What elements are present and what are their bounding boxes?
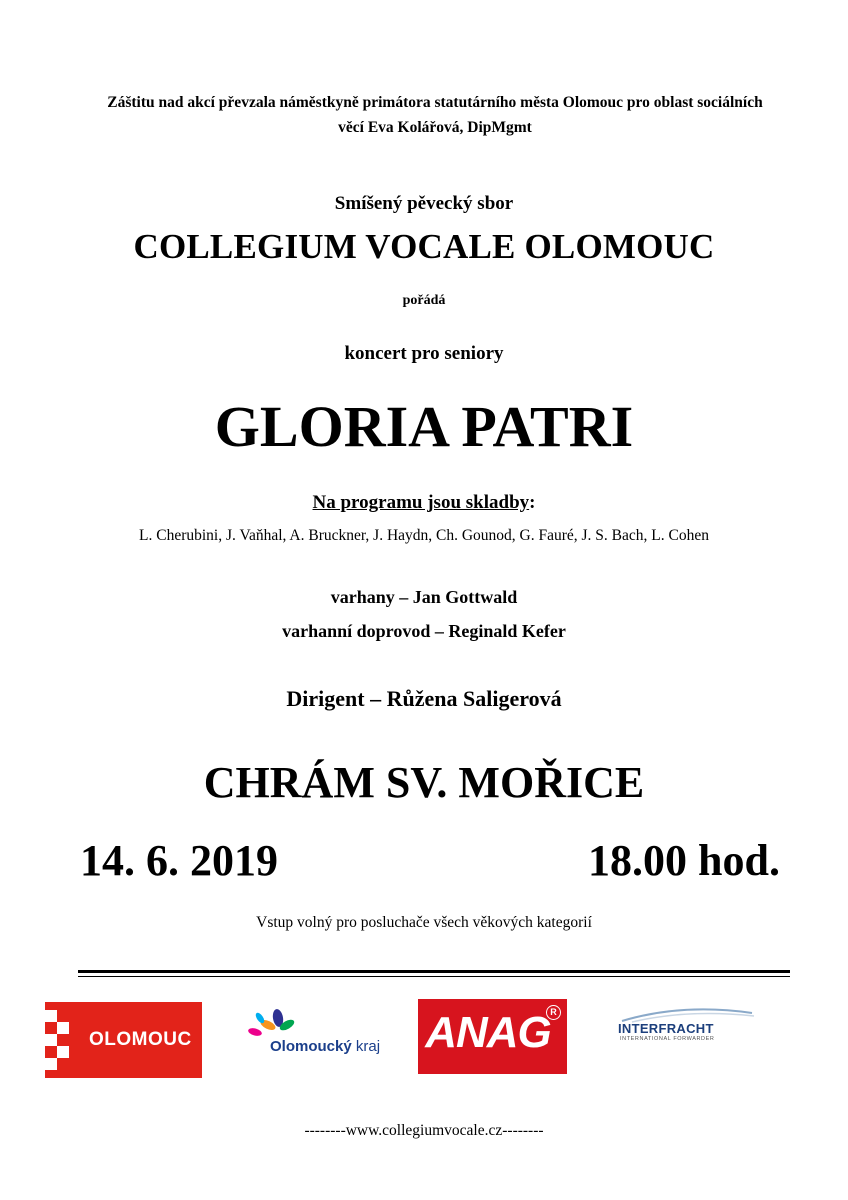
olomouc-city-logo <box>45 1002 202 1078</box>
olomoucky-kraj-logo <box>238 1008 381 1068</box>
concert-type: koncert pro seniory <box>344 343 504 364</box>
kraj-logo-rest: kraj <box>351 1038 381 1055</box>
organ-performer: varhany – Jan Gottwald <box>330 587 518 607</box>
divider-thin <box>78 976 790 977</box>
anag-logo <box>418 999 567 1074</box>
kraj-logo-text <box>270 1038 380 1055</box>
event-time: 18.00 hod. <box>588 836 780 885</box>
program-heading <box>0 492 848 514</box>
olomouc-checker-icon <box>45 1002 75 1078</box>
interfracht-logo-text: INTERFRACHT <box>618 1021 714 1036</box>
olomouc-logo-text: OLOMOUC <box>89 1029 192 1050</box>
kraj-flower-icon <box>240 1008 300 1042</box>
entry-note: Vstup volný pro posluchače všech věkových kategorií <box>256 914 592 931</box>
patronage-note: Záštitu nad akcí převzala náměstkyně primátora statutárního města Olomouc pro oblast sociálních věcí Eva Kolářová, DipMgmt <box>107 94 763 136</box>
program-heading-text: Na programu jsou skladby <box>312 492 530 513</box>
interfracht-logo <box>612 1005 762 1053</box>
event-date: 14. 6. 2019 <box>80 836 278 885</box>
venue: CHRÁM SV. MOŘICE <box>203 758 645 807</box>
accompaniment-performer: varhanní doprovod – Reginald Kefer <box>282 621 566 641</box>
program-heading-colon: : <box>529 492 536 513</box>
presents-label: pořádá <box>402 293 446 308</box>
choir-type: Smíšený pěvecký sbor <box>334 193 514 214</box>
kraj-logo-bold: Olomoucký <box>270 1038 352 1055</box>
composer-list: L. Cherubini, J. Vaňhal, A. Bruckner, J. Haydn, Ch. Gounod, G. Fauré, J. S. Bach, L. Cohen <box>139 527 709 544</box>
interfracht-logo-subtext: INTERNATIONAL FORWARDER <box>620 1036 715 1042</box>
divider-thick <box>78 970 790 973</box>
conductor: Dirigent – Růžena Saligerová <box>286 686 562 711</box>
anag-logo-text: ANAG <box>425 1008 551 1057</box>
website-link[interactable]: --------www.collegiumvocale.cz-------- <box>304 1122 544 1139</box>
registered-mark-icon: R <box>546 1005 561 1020</box>
choir-name: COLLEGIUM VOCALE OLOMOUC <box>133 227 715 266</box>
concert-title: GLORIA PATRI <box>214 394 634 459</box>
